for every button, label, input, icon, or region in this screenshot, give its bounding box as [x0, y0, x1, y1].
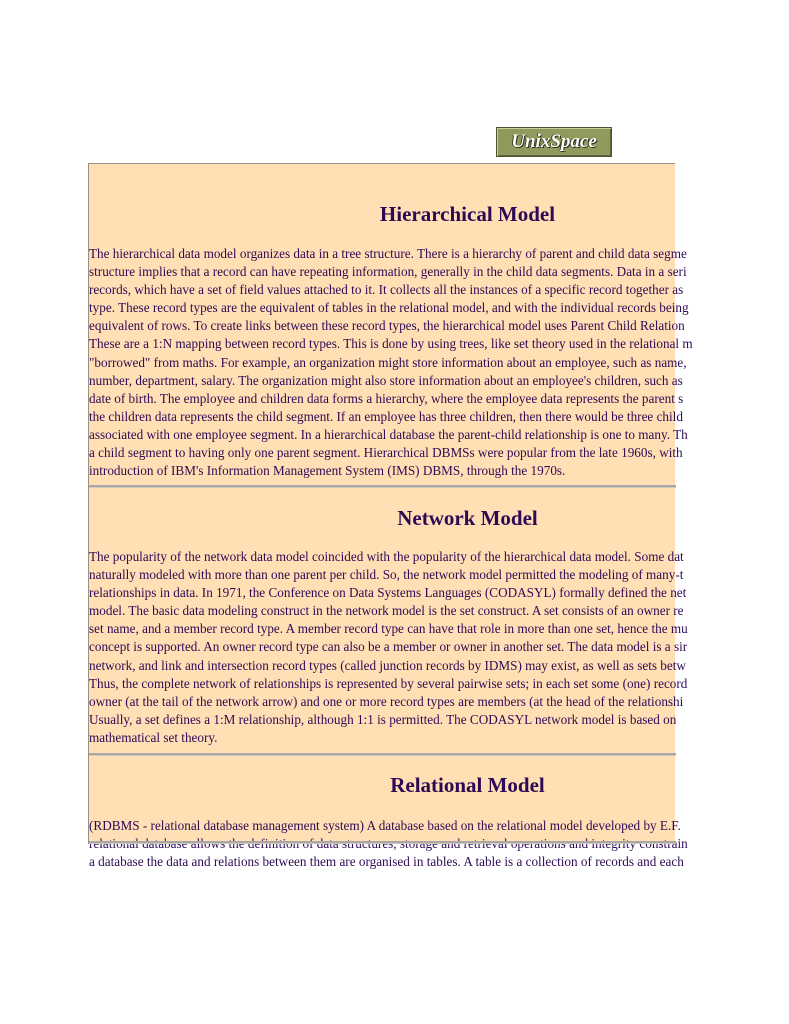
unixspace-logo: [496, 127, 612, 157]
text-line: relationships in data. In 1971, the Conference on Data Systems Languages (CODASYL) formally defined the net: [89, 585, 687, 601]
text-line: Usually, a set defines a 1:M relationship, although 1:1 is permitted. The CODASYL network model is based on: [89, 711, 677, 727]
logo-text: UnixSpace: [511, 131, 597, 152]
text-line: set name, and a member record type. A member record type can have that role in more than one set, hence the mu: [89, 621, 688, 637]
text-line: relational database allows the definition of data structures, storage and retrieval operations and integrity constrain: [89, 836, 688, 852]
section-divider: [89, 485, 676, 488]
section-body-hierarchical: [89, 245, 789, 480]
text-line: owner (at the tail of the network arrow) and one or more record types are members (at the head of the relationshi: [89, 693, 684, 709]
text-line: records, which have a set of field values attached to it. It collects all the instances of a specific record together as: [89, 282, 684, 298]
section-title-network: Network Model: [397, 506, 538, 530]
section-title-hierarchical: Hierarchical Model: [379, 202, 556, 226]
text-line: network, and link and intersection record types (called junction records by IDMS) may exist, as well as sets betw: [89, 657, 686, 673]
section-divider: [89, 753, 676, 756]
text-line: naturally modeled with more than one parent per child. So, the network model permitted the modeling of many-t: [89, 567, 684, 583]
text-line: associated with one employee segment. In a hierarchical database the parent-child relationship is one to many. Th: [89, 426, 688, 442]
text-line: These are a 1:N mapping between record types. This is done by using trees, like set theory used in the relational m: [89, 336, 693, 352]
section-title-relational: Relational Model: [390, 773, 545, 797]
text-line: The hierarchical data model organizes data in a tree structure. There is a hierarchy of parent and child data segme: [89, 246, 687, 261]
section-body-network: [89, 548, 789, 747]
section-body-relational: [89, 817, 789, 871]
section-divider: [89, 841, 676, 844]
text-line: the children data represents the child segment. If an employee has three children, then there would be three child: [89, 408, 683, 424]
text-line: a child segment to having only one parent segment. Hierarchical DBMSs were popular from the late 1960s, with: [89, 445, 683, 461]
content-box: [88, 163, 693, 870]
text-line: concept is supported. An owner record type can also be a member or owner in another set. The data model is a sir: [89, 639, 688, 655]
text-line: mathematical set theory.: [89, 729, 218, 745]
text-line: (RDBMS - relational database management system) A database based on the relational model developed by E.F.: [89, 818, 681, 833]
text-line: equivalent of rows. To create links between these record types, the hierarchical model uses Parent Child Relation: [89, 318, 685, 334]
text-line: number, department, salary. The organization might also store information about an employee's children, such as: [89, 372, 683, 388]
text-line: date of birth. The employee and children data forms a hierarchy, where the employee data represents the parent s: [89, 390, 684, 406]
text-line: Thus, the complete network of relationships is represented by several pairwise sets; in each set some (one) record: [89, 675, 688, 691]
text-line: structure implies that a record can have repeating information, generally in the child data segments. Data in a seri: [89, 264, 687, 280]
text-line: "borrowed" from maths. For example, an organization might store information about an employee, such as name,: [89, 354, 687, 370]
text-line: introduction of IBM's Information Management System (IMS) DBMS, through the 1970s.: [89, 463, 566, 479]
text-line: model. The basic data modeling construct in the network model is the set construct. A set consists of an owner re: [89, 603, 684, 619]
text-line: a database the data and relations between them are organised in tables. A table is a collection of records and each: [89, 854, 684, 870]
text-line: type. These record types are the equivalent of tables in the relational model, and with the individual records being: [89, 300, 689, 316]
text-line: The popularity of the network data model coincided with the popularity of the hierarchical data model. Some dat: [89, 549, 684, 564]
